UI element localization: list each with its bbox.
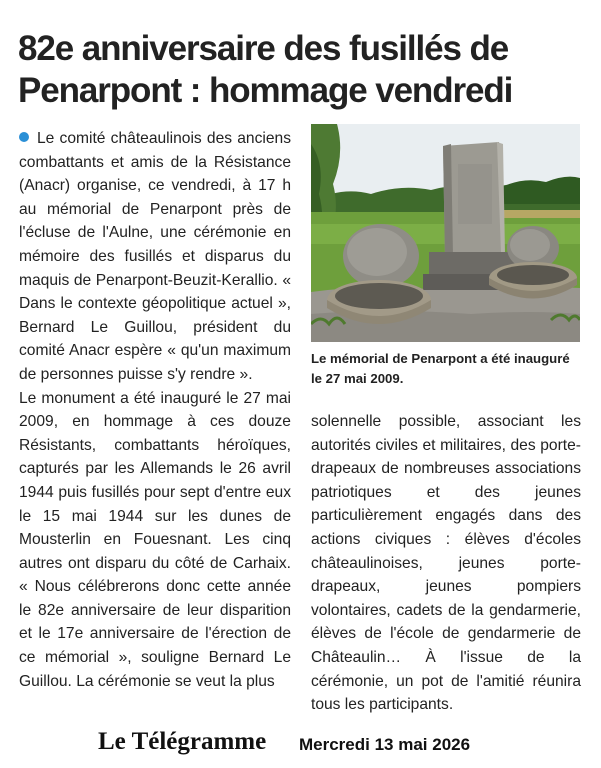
article-body-paragraph-continued: solennelle possible, associant les autorités civiles et militaires, des porte-drapeaux de nombreuses associations patriotiques et des jeunes particulièrement engagés dans des actions civiques : élèves d'écoles châteaulinoises, jeunes porte-drapeaux, jeunes pompiers volontaires, cadets de la gendarmerie, élèves de l'école de gendarmerie de Châteaulin… À l'issue de la cérémonie, un pot de l'amitié réunira tous les participants. [311,413,581,714]
article-right-column [311,410,581,717]
publication-date: Mercredi 13 mai 2026 [299,735,471,754]
memorial-photo [311,124,580,342]
article-body-paragraph: Le monument a été inauguré le 27 mai 2009, en hommage à ces douze Résistants, combattants héroïques, capturés par les Allemands le 26 avril 1944 puis fusillés pour sept d'entre eux le 15 mai 1944 sur les dunes de Mousterlin en Fouesnant. Les cinq autres ont disparu du côté de Carhaix. « Nous célébrerons donc cette année le 82e anniversaire de leur disparition et le 17e anniversaire de l'érection de ce mémorial », souligne Bernard Le Guillou. La cérémonie se veut la plus [19,389,291,690]
lead-paragraph-text: Le comité châteaulinois des anciens combattants et amis de la Résistance (Anacr) organise, ce vendredi, à 17 h au mémorial de Penarpont près de l'écluse de l'Aulne, une cérémonie en mémoire des fusillés et disparus du maquis de Penarpont-Beuzit-Kerallio. « Dans le contexte géopolitique actuel », Bernard Le Guillou, président du comité Anacr espère « qu'un maximum de personnes puisse s'y rendre ». [19,130,291,383]
article-left-column [19,127,291,693]
bullet-dot-icon [19,132,29,142]
newspaper-name: Le Télégramme [98,728,267,755]
article-lead-paragraph [19,127,291,387]
article-headline: 82e anniversaire des fusillés de Penarpont : hommage vendredi [18,29,513,110]
photo-caption: Le mémorial de Penarpont a été inauguré le 27 mai 2009. [311,351,570,386]
